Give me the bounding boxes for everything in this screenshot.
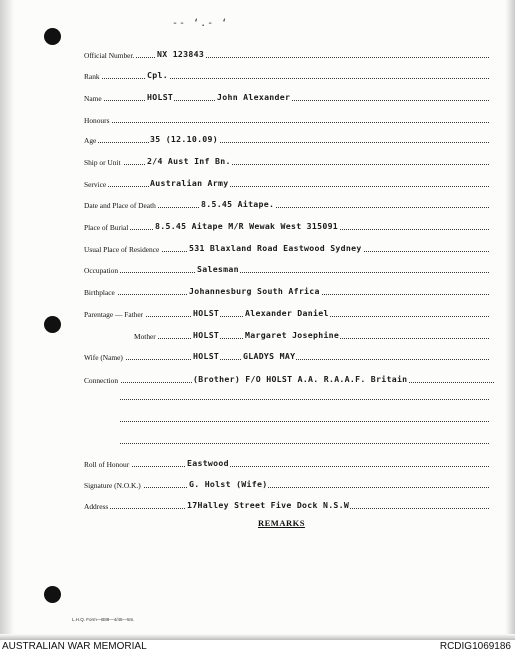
address-value: 17Halley Street Five Dock N.S.W — [187, 500, 350, 510]
mother-row — [134, 327, 489, 341]
rank-value: Cpl. — [147, 70, 168, 80]
ship-or-unit-row — [84, 153, 489, 167]
name-given-value: John Alexander — [217, 92, 291, 102]
mother-given-value: Margaret Josephine — [245, 330, 340, 340]
signature-label: Signature (N.O.K.) — [84, 481, 141, 490]
connection-blank-line — [120, 420, 489, 422]
wife-label: Wife (Name) — [84, 353, 123, 362]
service-row — [84, 175, 489, 189]
punch-hole-middle — [44, 316, 61, 333]
age-value: 35 (12.10.09) — [150, 134, 218, 144]
address-row — [84, 497, 489, 511]
usual-residence-row — [84, 240, 489, 254]
ship-or-unit-label: Ship or Unit — [84, 158, 121, 167]
date-place-death-label: Date and Place of Death — [84, 201, 156, 210]
service-value: Australian Army — [150, 178, 229, 188]
name-row — [84, 89, 489, 103]
mother-label: Mother — [134, 332, 156, 341]
wife-given-value: GLADYS MAY — [243, 351, 296, 361]
wife-surname-value: HOLST — [193, 351, 220, 361]
date-place-death-row — [84, 196, 489, 210]
occupation-label: Occupation — [84, 266, 119, 275]
father-label: Parentage — Father — [84, 310, 144, 319]
archive-name: AUSTRALIAN WAR MEMORIAL — [2, 641, 147, 652]
ship-or-unit-value: 2/4 Aust Inf Bn. — [147, 156, 231, 166]
usual-residence-value: 531 Blaxland Road Eastwood Sydney — [189, 243, 362, 253]
father-row — [84, 305, 489, 319]
wife-row — [84, 348, 489, 362]
punch-hole-bottom — [44, 586, 61, 603]
mother-surname-value: HOLST — [193, 330, 220, 340]
rank-row — [84, 67, 489, 81]
name-surname-value: HOLST — [147, 92, 174, 102]
scan-edge-left — [0, 0, 14, 640]
occupation-value: Salesman — [197, 264, 239, 274]
age-row — [84, 131, 489, 145]
honours-row — [84, 111, 489, 125]
date-place-death-value: 8.5.45 Aitape. — [201, 199, 275, 209]
connection-value: (Brother) F/O HOLST A.A. R.A.A.F. Britain — [193, 374, 408, 384]
remarks-heading: REMARKS — [258, 518, 305, 528]
signature-value: G. Holst (Wife) — [189, 479, 268, 489]
father-given-value: Alexander Daniel — [245, 308, 329, 318]
address-label: Address — [84, 502, 109, 511]
rank-label: Rank — [84, 72, 100, 81]
form-reference: L.H.Q. Form—B88—4/45—5m. — [72, 617, 135, 622]
connection-label: Connection — [84, 376, 119, 385]
birthplace-label: Birthplace — [84, 288, 115, 297]
archive-footer — [0, 640, 515, 654]
official-number-label: Official Number. — [84, 51, 135, 60]
father-surname-value: HOLST — [193, 308, 220, 318]
roll-of-honour-value: Eastwood — [187, 458, 229, 468]
connection-row — [84, 371, 494, 385]
official-number-value: NX 123843 — [157, 49, 205, 59]
scan-edge-right — [505, 0, 515, 640]
record-id: RCDIG1069186 — [439, 641, 511, 652]
name-label: Name — [84, 94, 102, 103]
punch-hole-top — [44, 28, 61, 45]
birthplace-row — [84, 283, 489, 297]
place-of-burial-value: 8.5.45 Aitape M/R Wewak West 315091 — [155, 221, 339, 231]
roll-of-honour-label: Roll of Honour — [84, 460, 130, 469]
connection-blank-line — [120, 442, 489, 444]
official-number-row — [84, 46, 489, 60]
place-of-burial-row — [84, 218, 489, 232]
service-label: Service — [84, 180, 107, 189]
signature-row — [84, 476, 489, 490]
honours-label: Honours — [84, 116, 110, 125]
place-of-burial-label: Place of Burial — [84, 223, 129, 232]
header-mark: -- ‘.- ‘ — [172, 18, 229, 29]
usual-residence-label: Usual Place of Residence — [84, 245, 160, 254]
age-label: Age — [84, 136, 97, 145]
roll-of-honour-row — [84, 455, 489, 469]
connection-blank-line — [120, 398, 489, 400]
occupation-row — [84, 261, 489, 275]
birthplace-value: Johannesburg South Africa — [189, 286, 320, 296]
